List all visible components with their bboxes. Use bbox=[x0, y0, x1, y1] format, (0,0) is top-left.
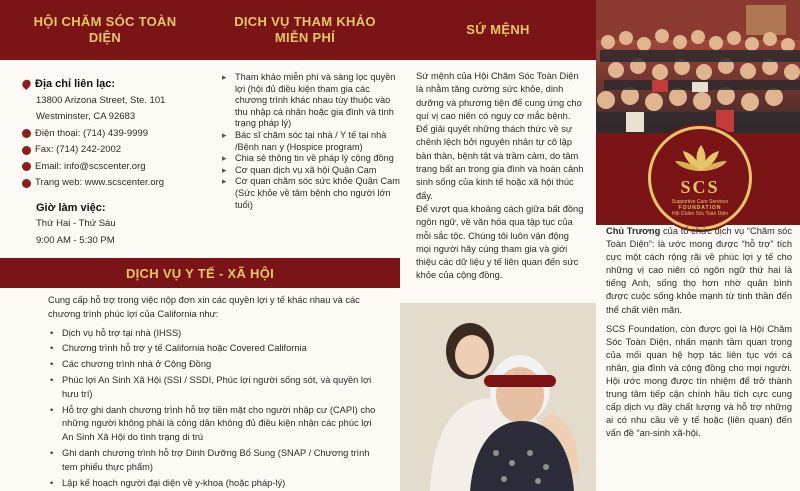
medical-heading: DỊCH VỤ Y TẾ - XÃ HỘI bbox=[125, 266, 275, 281]
scs-logo bbox=[648, 126, 752, 230]
hours-time: 9:00 AM - 5:30 PM bbox=[36, 234, 115, 246]
policy-paragraph-2: SCS Foundation, còn được gọi là Hội Chăm Sóc Toàn Diện, nhấn mạnh tầm quan trọng của mối quan hệ hợp tác liên tục với cá nhân, gia đình và cộng đồng cho mọi người. Hội ước mong được tín nhiệm để trở thành trung tâm tiếp cận chính hầu tích cực cung cấp dịch vụ đầy chất lượng và hỗ trợ những ai có nhu cầu về y tế hoặc (liên quan) đến vấn đề “an-sinh xã-hội. bbox=[606, 323, 792, 439]
list-item: ▸ Bác sĩ chăm sóc tại nhà / Y tế tại nhà /Bệnh nan y (Hospice program) bbox=[222, 130, 400, 153]
policy-lead: Chủ Trương bbox=[606, 226, 661, 236]
free-services-heading: DỊCH VỤ THAM KHẢO MIỄN PHÍ bbox=[234, 14, 376, 45]
email-text[interactable]: Email: info@scscenter.org bbox=[35, 160, 146, 172]
free-services-list bbox=[222, 72, 400, 211]
email-icon bbox=[22, 162, 31, 171]
address-line-1: 13800 Arizona Street, Ste. 101 bbox=[36, 94, 166, 106]
hours-label: Giờ làm việc: bbox=[36, 201, 106, 214]
policy-text bbox=[606, 225, 792, 447]
list-item: • Các chương trình nhà ở Cộng Đồng bbox=[48, 358, 378, 372]
elder-photo-illustration bbox=[400, 303, 596, 491]
medical-section bbox=[48, 294, 378, 491]
address-label: Địa chỉ liên lạc: bbox=[35, 78, 116, 90]
medical-band bbox=[0, 258, 400, 288]
header-band-left bbox=[0, 0, 400, 60]
elder-care-photo bbox=[400, 303, 596, 491]
phone-icon bbox=[22, 129, 31, 138]
phone-text[interactable]: Điện thoại: (714) 439-9999 bbox=[35, 127, 149, 139]
lotus-icon bbox=[673, 143, 729, 173]
address-line-2: Westminster, CA 92683 bbox=[36, 111, 136, 122]
list-item: • Chương trình hỗ trợ y tế California hoặc Covered California bbox=[48, 342, 378, 356]
web-icon bbox=[22, 179, 31, 188]
group-photo-illustration bbox=[596, 0, 800, 133]
web-text[interactable]: Trang web: www.scscenter.org bbox=[35, 177, 165, 188]
list-item: ▸ Chia sẻ thông tin về pháp lý cộng đồng bbox=[222, 153, 400, 165]
logo-subtitle: Supportive Care Services FOUNDATION Hội Chăm Sóc Toàn Diện bbox=[671, 199, 729, 217]
org-name-heading: HỘI CHĂM SÓC TOÀN DIỆN bbox=[33, 14, 177, 45]
fax-icon bbox=[22, 146, 31, 155]
group-photo bbox=[596, 0, 800, 133]
hours-days: Thứ Hai - Thứ Sáu bbox=[36, 218, 116, 229]
list-item: ▸ Cơ quan chăm sóc sức khỏe Quận Cam (Sức khỏe về tâm bệnh cho người lớn tuổi) bbox=[222, 176, 400, 211]
fax-text: Fax: (714) 242-2002 bbox=[35, 144, 122, 155]
logo-mark: SCS bbox=[680, 177, 720, 197]
list-item: ▸ Tham khảo miễn phí và sàng lọc quyền lợi (hội đủ điều kiện tham gia các chương trình khác nhau tùy thuộc vào thu nhập cá nhân hoặc gia đình và tình trạng pháp lý) bbox=[222, 72, 400, 130]
list-item: • Ghi danh chương trình hỗ trợ Dinh Dưỡng Bổ Sung (SNAP / Chương trình tem phiếu thực phẩm) bbox=[48, 447, 378, 475]
list-item: • Dịch vụ hỗ trợ tại nhà (IHSS) bbox=[48, 327, 378, 341]
mission-heading: SỨ MỆNH bbox=[466, 22, 530, 37]
mission-text bbox=[416, 70, 584, 283]
list-item: ▸ Cơ quan dịch vụ xã hội Quận Cam bbox=[222, 165, 400, 177]
policy-paragraph-1: Chủ Trương của tổ chức dịch vụ “Chăm sóc Toàn Diện”: là ước mong được “hỗ trợ” tích cực một cách rộng rãi về phúc lợi y tế cho những vị cao niên có ngôn ngữ thứ hai là tiếng Anh, sống thọ hơn nhờ quân bình được cuộc sống khỏe mạnh từ tinh thần đến thể chất viên mãn. bbox=[606, 226, 792, 315]
location-pin-icon bbox=[20, 78, 32, 90]
header-band-mission bbox=[400, 0, 596, 60]
mission-paragraph-2: Để vượt qua khoảng cách giữa bất đồng ngôn ngữ, về văn hóa qua tập tục của mỗi sắc tộc. Chúng tôi luôn vận động mọi người hãy cùng tham gia và giới thiệu các dữ liệu y tế liên quan đến sức khỏe của cộng đồng. bbox=[416, 203, 584, 281]
contact-block bbox=[36, 76, 226, 249]
list-item: • Hỗ trợ ghi danh chương trình hỗ trợ tiền mặt cho người nhập cư (CAPI) cho những người không phải là công dân không đủ điều kiện nhận các phúc lợi An Sinh Xã Hội do tình trạng di trú bbox=[48, 404, 378, 445]
mission-paragraph-1: Sứ mệnh của Hội Chăm Sóc Toàn Diện là nhằm tăng cường sức khỏe, dinh dưỡng và phương tiện để cung ứng cho quí vị cao niên có nguy cơ mắc bệnh. Để giải quyết những thách thức về sự chênh lệch bởi nguyên nhân tự cô lập bản thân, bệnh tật và trầm cảm, do tâm trạng bất an trong gia đình và hoàn cảnh sinh sống của kinh tế hoặc xã hội thúc đẩy. bbox=[416, 71, 584, 201]
medical-intro: Cung cấp hỗ trợ trong việc nộp đơn xin các quyền lợi y tế khác nhau và các chương trình phúc lợi của California như: bbox=[48, 295, 360, 319]
list-item: • Lập kế hoạch người đại diện về y-khoa (hoặc pháp-lý) bbox=[48, 477, 378, 491]
list-item: • Phúc lợi An Sinh Xã Hội (SSI / SSDI, Phúc lợi người sống sót, và quyền lợi hưu trí) bbox=[48, 374, 378, 402]
